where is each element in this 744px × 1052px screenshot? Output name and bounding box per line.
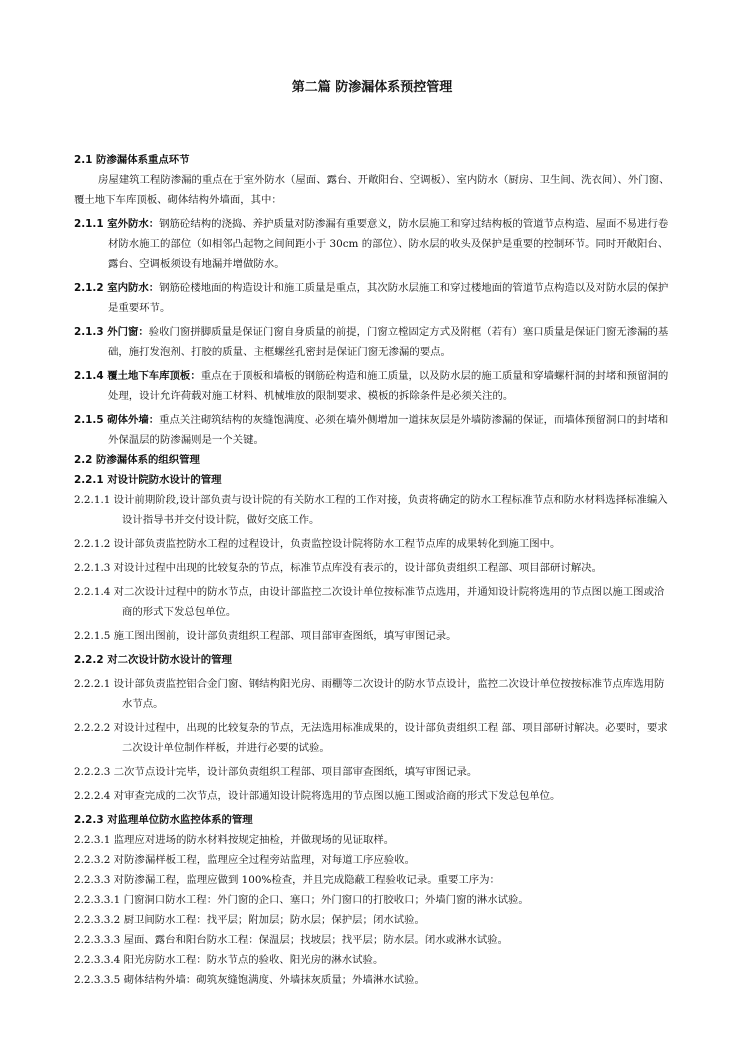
document-body (74, 150, 674, 990)
item-2-1-1 (74, 214, 674, 274)
item-2-1-4 (74, 366, 674, 406)
item-text: 重点在于顶板和墙板的钢筋砼构造和施工质量，以及防水层的施工质量和穿墙螺杆洞的封堵和预留洞的处理，设计允许荷载对施工材料、机械堆放的限制要求、模板的拆除条件是必须关注的。 (108, 370, 669, 402)
item-label: 2.1.5 砌体外墙： (74, 414, 160, 426)
item-text: 钢筋砼结构的浇捣、养护质量对防渗漏有重要意义，防水层施工和穿过结构板的管道节点构造、屋面不易进行卷材防水施工的部位（如相邻凸起物之间间距小于 30cm 的部位）、防水层的收头及保护是重要的控制环节。同时开敞阳台、露台、空调板须设有地漏并增做防水。 (108, 218, 669, 270)
item-label: 2.1.3 外门窗： (74, 326, 149, 338)
list-item: 2.2.3.3.1 门窗洞口防水工程：外门窗的企口、塞口；外门窗口的打胶收口；外墙门窗的淋水试验。 (74, 894, 529, 906)
subsection-heading-2-2-2: 2.2.2 对二次设计防水设计的管理 (74, 654, 232, 666)
section-heading-2-2: 2.2 防渗漏体系的组织管理 (74, 454, 200, 466)
item-label: 2.1.2 室内防水： (74, 282, 160, 294)
list-item: 2.2.1.1 设计前期阶段,设计部负责与设计院的有关防水工程的工作对接，负责将确定的防水工程标准节点和防水材料选择标准编入设计指导书并交付设计院，做好交底工作。 (74, 494, 668, 526)
section-heading-2-1: 2.1 防渗漏体系重点环节 (74, 154, 190, 166)
section-intro: 房屋建筑工程防渗漏的重点在于室外防水（屋面、露台、开敞阳台、空调板）、室内防水（厨房、卫生间、洗衣间）、外门窗、覆土地下车库顶板、砌体结构外墙面，其中： (74, 174, 670, 206)
list-item: 2.2.1.4 对二次设计过程中的防水节点，由设计部监控二次设计单位按标准节点选用，并通知设计院将选用的节点图以施工图或洽商的形式下发总包单位。 (74, 586, 665, 618)
list-item: 2.2.3.3 对防渗漏工程，监理应做到 100%检查，并且完成隐蔽工程验收记录。重要工序为： (74, 874, 500, 886)
list-item: 2.2.3.2 对防渗漏样板工程，监理应全过程旁站监理，对每道工序应验收。 (74, 854, 415, 866)
item-2-1-3 (74, 322, 674, 362)
item-text: 验收门窗拼脚质量是保证门窗自身质量的前提，门窗立樘固定方式及附框（若有）塞口质量是保证门窗无渗漏的基础，施打发泡剂、打胶的质量、主框螺丝孔密封是保证门窗无渗漏的要点。 (108, 326, 669, 358)
subsection-heading-2-2-1: 2.2.1 对设计院防水设计的管理 (74, 474, 222, 486)
list-item: 2.2.1.2 设计部负责监控防水工程的过程设计，负责监控设计院将防水工程节点库的成果转化到施工图中。 (74, 538, 561, 550)
page-title: 第二篇 防渗漏体系预控管理 (291, 80, 453, 95)
list-item: 2.2.1.5 施工图出图前，设计部负责组织工程部、项目部审查图纸，填写审图记录。 (74, 630, 457, 642)
item-2-1-2 (74, 278, 674, 318)
item-2-1-5 (74, 410, 674, 450)
list-item: 2.2.3.3.5 砌体结构外墙：砌筑灰缝饱满度、外墙抹灰质量；外墙淋水试验。 (74, 974, 425, 986)
item-label: 2.1.4 覆土地下车库顶板： (74, 370, 201, 382)
list-item: 2.2.1.3 对设计过程中出现的比较复杂的节点，标准节点库没有表示的，设计部负责组织工程部、项目部研讨解决。 (74, 562, 603, 574)
list-item: 2.2.2.2 对设计过程中，出现的比较复杂的节点，无法选用标准成果的，设计部负责组织工程 部、项目部研讨解决。必要时，要求二次设计单位制作样板，并进行必要的试验。 (74, 722, 668, 754)
list-item: 2.2.3.1 监理应对进场的防水材料按规定抽检，并做现场的见证取样。 (74, 834, 395, 846)
list-item: 2.2.3.3.3 屋面、露台和阳台防水工程：保温层；找坡层；找平层；防水层。闭水或淋水试验。 (74, 934, 509, 946)
list-item: 2.2.2.3 二次节点设计完毕，设计部负责组织工程部、项目部审查图纸，填写审图记录。 (74, 766, 478, 778)
item-label: 2.1.1 室外防水： (74, 218, 160, 230)
item-text: 钢筋砼楼地面的构造设计和施工质量是重点，其次防水层施工和穿过楼地面的管道节点构造以及对防水层的保护是重要环节。 (108, 282, 669, 314)
item-text: 重点关注砌筑结构的灰缝饱满度、必须在墙外侧增加一道抹灰层是外墙防渗漏的保证，而墙体预留洞口的封堵和外保温层的防渗漏则是一个关键。 (108, 414, 669, 446)
list-item: 2.2.3.3.4 阳光房防水工程：防水节点的验收、阳光房的淋水试验。 (74, 954, 384, 966)
list-item: 2.2.3.3.2 厨卫间防水工程：找平层；附加层；防水层；保护层；闭水试验。 (74, 914, 425, 926)
list-item: 2.2.2.4 对审查完成的二次节点，设计部通知设计院将选用的节点图以施工图或洽商的形式下发总包单位。 (74, 790, 561, 802)
subsection-heading-2-2-3: 2.2.3 对监理单位防水监控体系的管理 (74, 814, 253, 826)
list-item: 2.2.2.1 设计部负责监控铝合金门窗、钢结构阳光房、雨棚等二次设计的防水节点设计，监控二次设计单位按按标准节点库选用防水节点。 (74, 678, 665, 710)
